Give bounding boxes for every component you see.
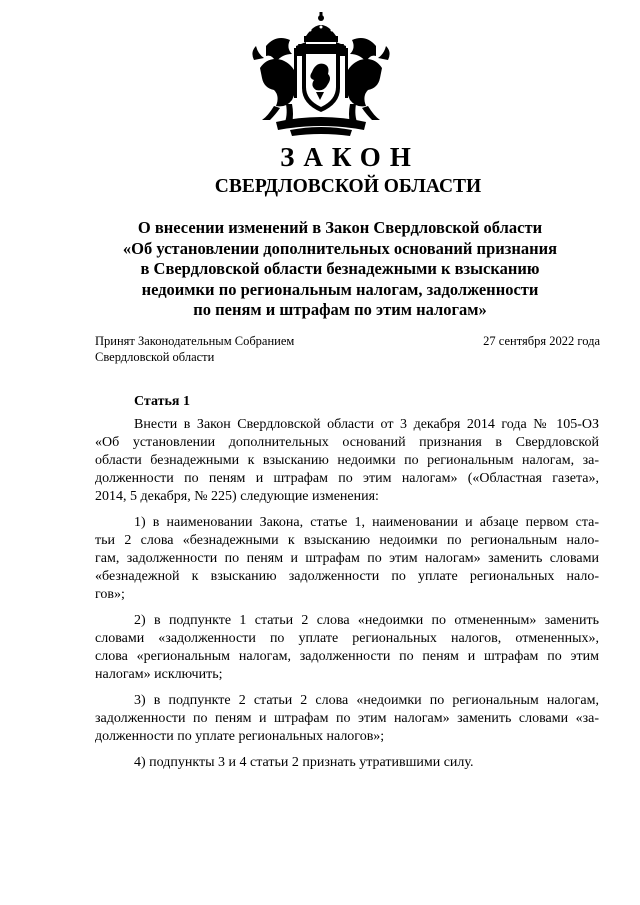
paragraph-line: задолженности по пеням и штрафам по этим налогам» заменить словами «за- xyxy=(95,711,599,726)
paragraph xyxy=(95,416,599,506)
emblem-base-icon xyxy=(276,117,366,136)
crown-icon xyxy=(304,12,338,42)
left-supporter-icon xyxy=(252,38,306,124)
paragraph xyxy=(95,514,599,604)
paragraph-line: 4) подпункты 3 и 4 статьи 2 признать утратившими силу. xyxy=(134,755,474,770)
article-body xyxy=(95,416,599,780)
region-heading: СВЕРДЛОВСКОЙ ОБЛАСТИ xyxy=(214,176,482,197)
paragraph xyxy=(95,612,599,684)
paragraph-line: долженности по уплате региональных налогов»; xyxy=(95,729,385,744)
paragraph-line: гам, задолженности по пеням и штрафам по этим налогам» заменить словами xyxy=(95,551,599,566)
adoption-line: Свердловской области xyxy=(95,349,215,364)
shield-icon xyxy=(302,50,340,112)
paragraph-line: 2) в подпункте 1 статьи 2 слова «недоимки по отмененным» заменить xyxy=(134,613,599,628)
paragraph-line: области безнадежными к взысканию недоимки по региональным налогам, за- xyxy=(95,453,599,468)
paragraph xyxy=(95,692,599,746)
paragraph-line: тьи 2 слова «безнадежными к взысканию недоимки по региональным нало- xyxy=(95,533,599,548)
adoption-date: 27 сентября 2022 года xyxy=(483,334,600,348)
right-supporter-icon xyxy=(336,38,390,124)
adoption-body xyxy=(95,334,294,365)
paragraph-line: словами «задолженности по уплате региональных налогов, отмененных», xyxy=(95,631,599,646)
law-title xyxy=(100,218,580,321)
paragraph-line: налогам» исключить; xyxy=(95,667,223,682)
paragraph-line: 2014, 5 декабря, № 225) следующие изменения: xyxy=(95,489,379,504)
paragraph-line: слова «региональным налогам, задолженности по пеням и штрафам по этим xyxy=(95,649,599,664)
article-heading: Статья 1 xyxy=(134,394,190,409)
paragraph-line: гов»; xyxy=(95,587,125,602)
law-heading: ЗАКОН xyxy=(280,142,420,172)
paragraph-line: долженности по пеням и штрафам по этим налогам» («Областная газета», xyxy=(95,471,599,486)
law-title-line: «Об установлении дополнительных оснований признания xyxy=(122,238,558,258)
law-title-line: в Свердловской области безнадежными к взысканию xyxy=(140,259,540,278)
paragraph-line: «Об установлении дополнительных оснований признания в Свердловской xyxy=(95,435,599,450)
paragraph-line: Внести в Закон Свердловской области от 3 декабря 2014 года № 105-ОЗ xyxy=(134,417,599,432)
adoption-line: Принят Законодательным Собранием xyxy=(95,334,295,348)
paragraph-line: «безнадежной к взысканию задолженности по уплате региональных нало- xyxy=(95,569,599,584)
law-title-line: по пеням и штрафам по этим налогам» xyxy=(193,300,487,319)
coat-of-arms-icon xyxy=(246,8,396,140)
paragraph-line: 1) в наименовании Закона, статье 1, наименовании и абзаце первом ста- xyxy=(134,515,599,530)
paragraph xyxy=(95,754,599,772)
paragraph-line: 3) в подпункте 2 статьи 2 слова «недоимки по региональным налогам, xyxy=(134,693,599,708)
coat-of-arms-svg xyxy=(246,8,396,140)
law-title-line: недоимки по региональным налогам, задолженности xyxy=(141,279,539,299)
law-title-line: О внесении изменений в Закон Свердловской области xyxy=(137,218,543,237)
